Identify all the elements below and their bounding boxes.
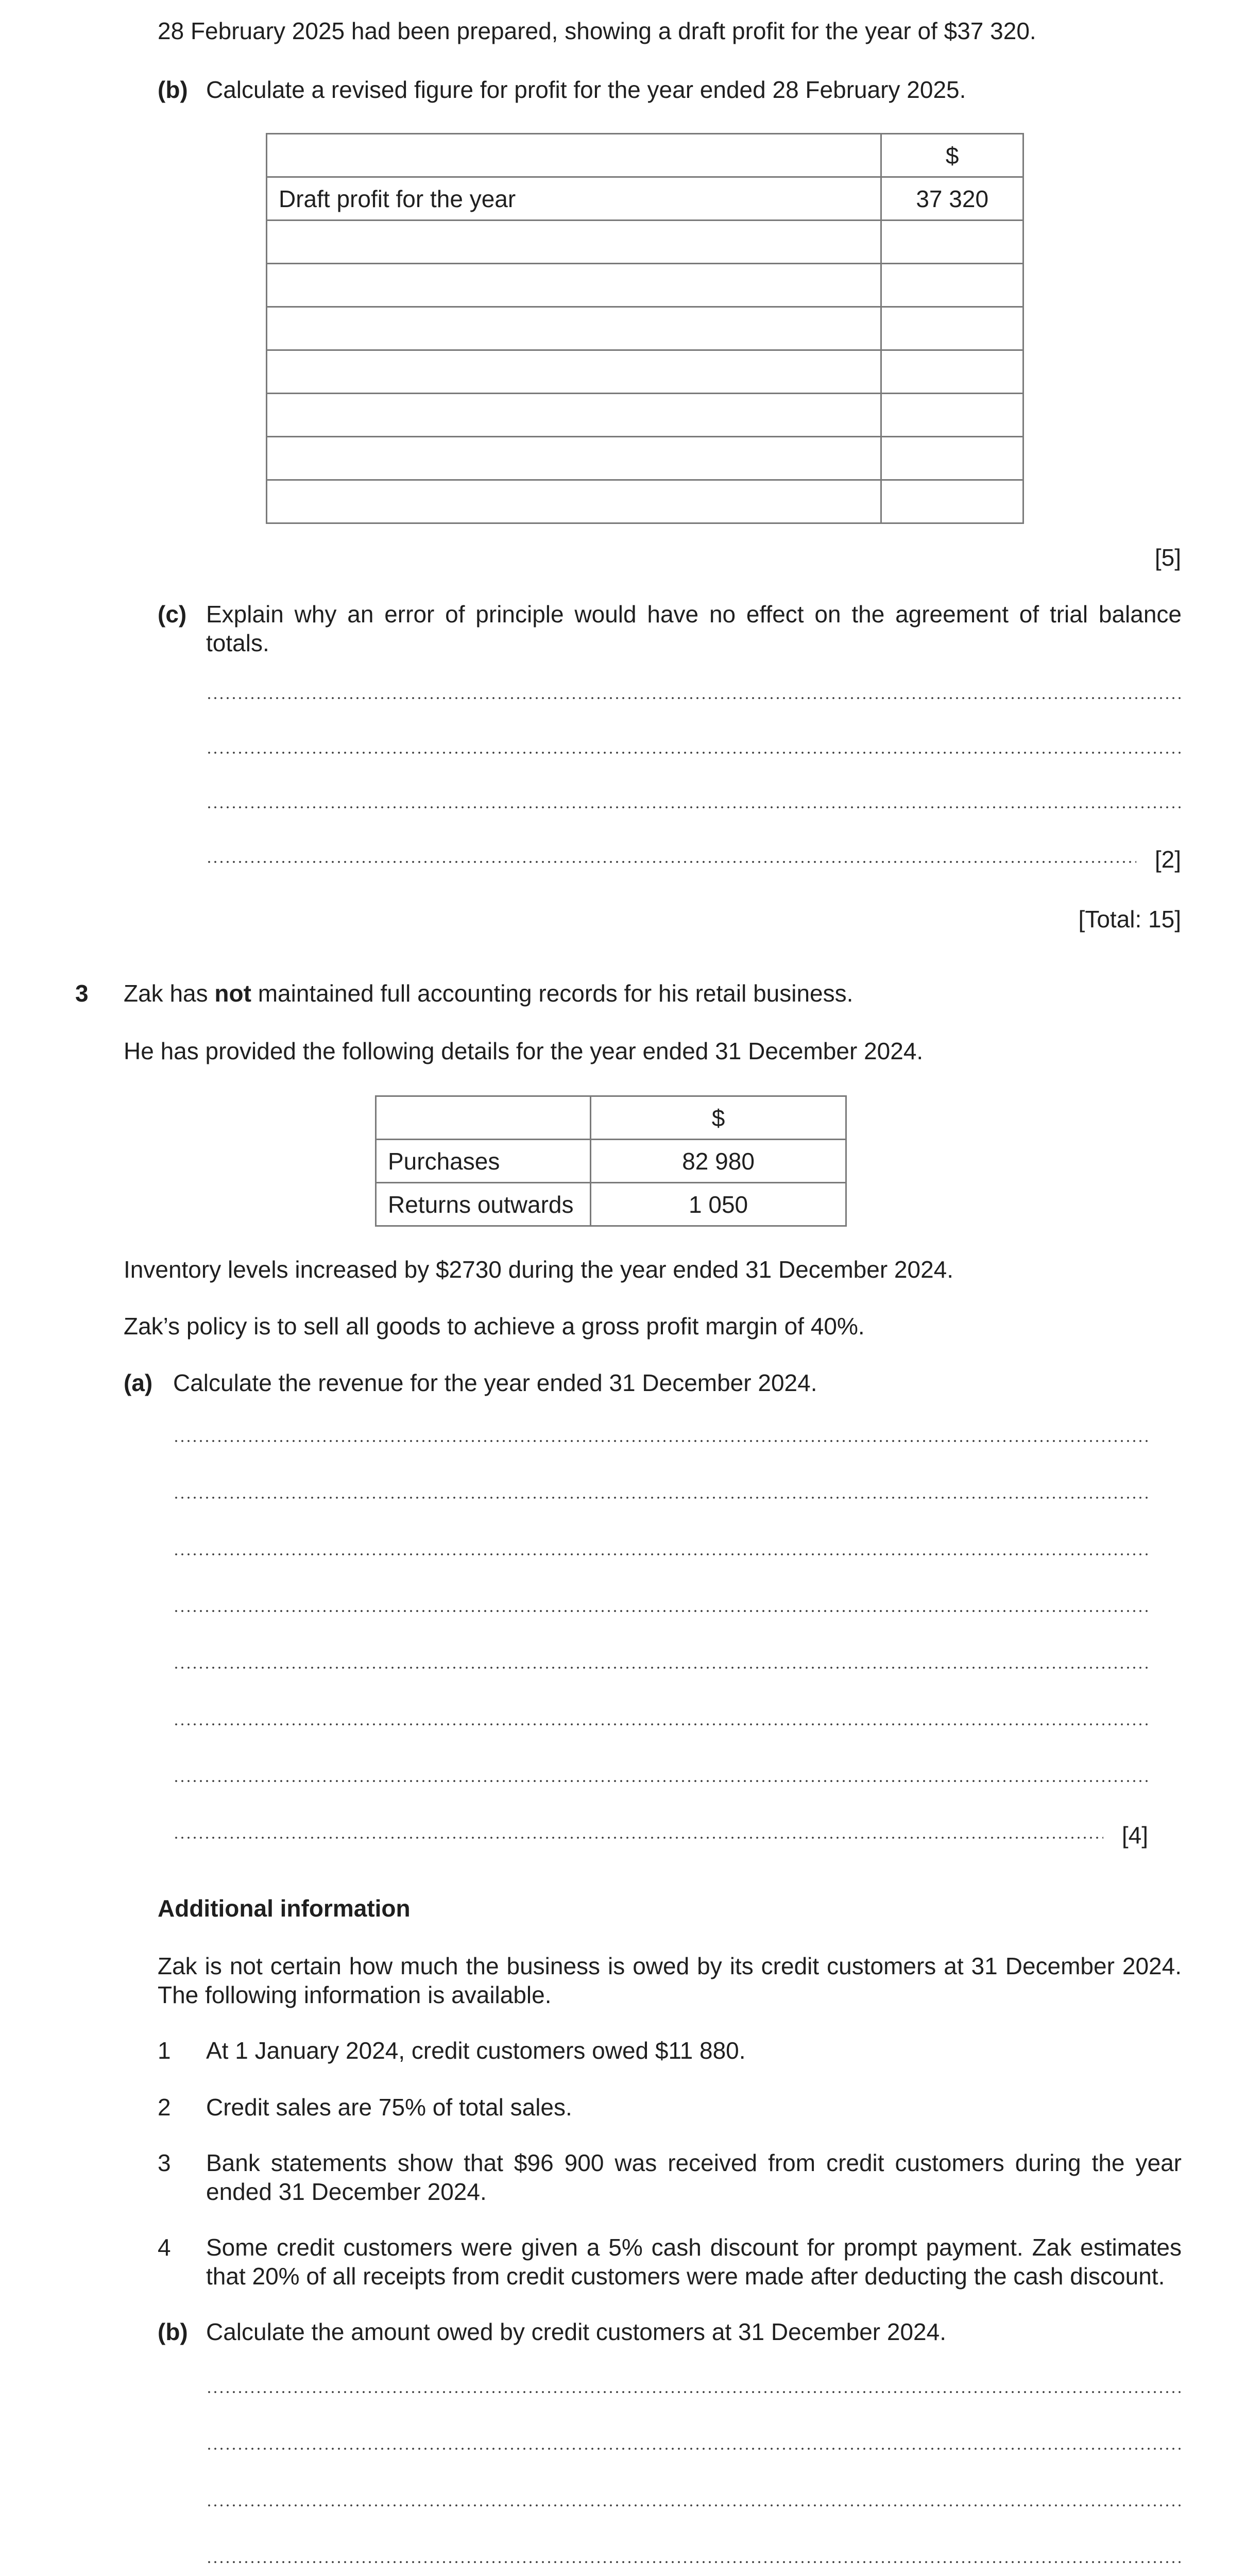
q2-intro-tail: 28 February 2025 had been prepared, showing a draft profit for the year of $37 320.: [158, 18, 1036, 44]
q2b-answer-table: [266, 133, 1024, 524]
info-item-text: Bank statements show that $96 900 was received from credit customers during the year ended 31 December 2024.: [206, 2149, 1182, 2205]
table-cell-amount: 37 320: [881, 177, 1023, 221]
info-item-text: Some credit customers were given a 5% cash discount for prompt payment. Zak estimates that 20% of all receipts from credit customers were made after deducting the cash discount.: [206, 2234, 1182, 2290]
info-item-number: 4: [158, 2234, 171, 2261]
answer-line[interactable]: [173, 1666, 1149, 1669]
table-row: [267, 394, 1023, 437]
q3b-text: Calculate the amount owed by credit customers at 31 December 2024.: [206, 2318, 946, 2345]
table-cell-amount: 82 980: [591, 1140, 846, 1183]
answer-line[interactable]: [206, 2447, 1182, 2450]
table-cell-label: Returns outwards: [376, 1183, 591, 1226]
info-item-number: 3: [158, 2149, 171, 2176]
table-cell-label[interactable]: [267, 221, 881, 264]
table-cell-label[interactable]: [267, 350, 881, 394]
table-header-row: [376, 1096, 846, 1140]
answer-line[interactable]: [173, 1780, 1149, 1783]
q3-number: 3: [75, 980, 89, 1007]
table-cell-amount[interactable]: [881, 437, 1023, 480]
info-item-text: Credit sales are 75% of total sales.: [206, 2094, 572, 2121]
info-item-number: 2: [158, 2094, 171, 2121]
q2c-marks: [2]: [1154, 846, 1181, 873]
table-cell-label: [267, 134, 881, 177]
q3-inventory: Inventory levels increased by $2730 during the year ended 31 December 2024.: [124, 1256, 954, 1283]
q3-details-table: [375, 1095, 847, 1227]
table-row: [267, 177, 1023, 221]
answer-line[interactable]: [206, 860, 1136, 863]
table-cell-amount[interactable]: [881, 307, 1023, 350]
answer-line[interactable]: [173, 1609, 1149, 1613]
q2b-text: Calculate a revised figure for profit for the year ended 28 February 2025.: [206, 76, 966, 103]
q3-additional-heading-1: Additional information: [158, 1895, 411, 1922]
q2c-text: Explain why an error of principle would have no effect on the agreement of trial balance totals.: [206, 601, 1182, 656]
table-cell-amount: 1 050: [591, 1183, 846, 1226]
q3-policy: Zak’s policy is to sell all goods to achieve a gross profit margin of 40%.: [124, 1313, 865, 1340]
table-cell-amount[interactable]: [881, 221, 1023, 264]
table-cell-amount[interactable]: [881, 264, 1023, 307]
table-cell-label[interactable]: [267, 437, 881, 480]
q3b-label: (b): [158, 2318, 188, 2345]
answer-line[interactable]: [173, 1553, 1149, 1556]
answer-line[interactable]: [173, 1439, 1149, 1443]
table-row: [376, 1140, 846, 1183]
answer-line[interactable]: [206, 697, 1182, 700]
q3-details: He has provided the following details for the year ended 31 December 2024.: [124, 1038, 924, 1064]
table-header-row: [267, 134, 1023, 177]
q2-total: [Total: 15]: [1078, 906, 1181, 933]
info-item-number: 1: [158, 2037, 171, 2064]
table-row: [267, 437, 1023, 480]
table-row: [267, 307, 1023, 350]
answer-line[interactable]: [206, 751, 1182, 754]
answer-line[interactable]: [206, 2391, 1182, 2394]
answer-line[interactable]: [206, 806, 1182, 809]
answer-line[interactable]: [206, 2561, 1182, 2564]
q3a-marks: [4]: [1121, 1822, 1148, 1849]
q2b-marks: [5]: [1154, 544, 1181, 571]
q3a-text: Calculate the revenue for the year ended 31 December 2024.: [173, 1369, 817, 1396]
table-cell-amount: $: [881, 134, 1023, 177]
answer-line[interactable]: [173, 1496, 1149, 1499]
q3-uncertain: Zak is not certain how much the business is owed by its credit customers at 31 December 2024. The following information is available.: [158, 1953, 1182, 2008]
table-cell-label[interactable]: [267, 307, 881, 350]
table-cell-label[interactable]: [267, 394, 881, 437]
table-row: [267, 480, 1023, 523]
table-cell-amount: $: [591, 1096, 846, 1140]
table-cell-label[interactable]: [267, 264, 881, 307]
table-row: [267, 264, 1023, 307]
table-cell-amount[interactable]: [881, 394, 1023, 437]
answer-line[interactable]: [206, 2504, 1182, 2507]
table-cell-amount[interactable]: [881, 480, 1023, 523]
q2c-label: (c): [158, 601, 187, 628]
table-row: [376, 1183, 846, 1226]
q3-intro: Zak has not maintained full accounting records for his retail business.: [124, 980, 854, 1007]
table-row: [267, 350, 1023, 394]
q2b-label: (b): [158, 76, 188, 103]
q3a-label: (a): [124, 1369, 153, 1396]
answer-line[interactable]: [173, 1836, 1103, 1839]
info-item-text: At 1 January 2024, credit customers owed $11 880.: [206, 2037, 746, 2064]
table-cell-amount[interactable]: [881, 350, 1023, 394]
table-cell-label: Purchases: [376, 1140, 591, 1183]
table-cell-label[interactable]: [267, 480, 881, 523]
table-cell-label: Draft profit for the year: [267, 177, 881, 221]
table-row: [267, 221, 1023, 264]
answer-line[interactable]: [173, 1723, 1149, 1726]
table-cell-label: [376, 1096, 591, 1140]
